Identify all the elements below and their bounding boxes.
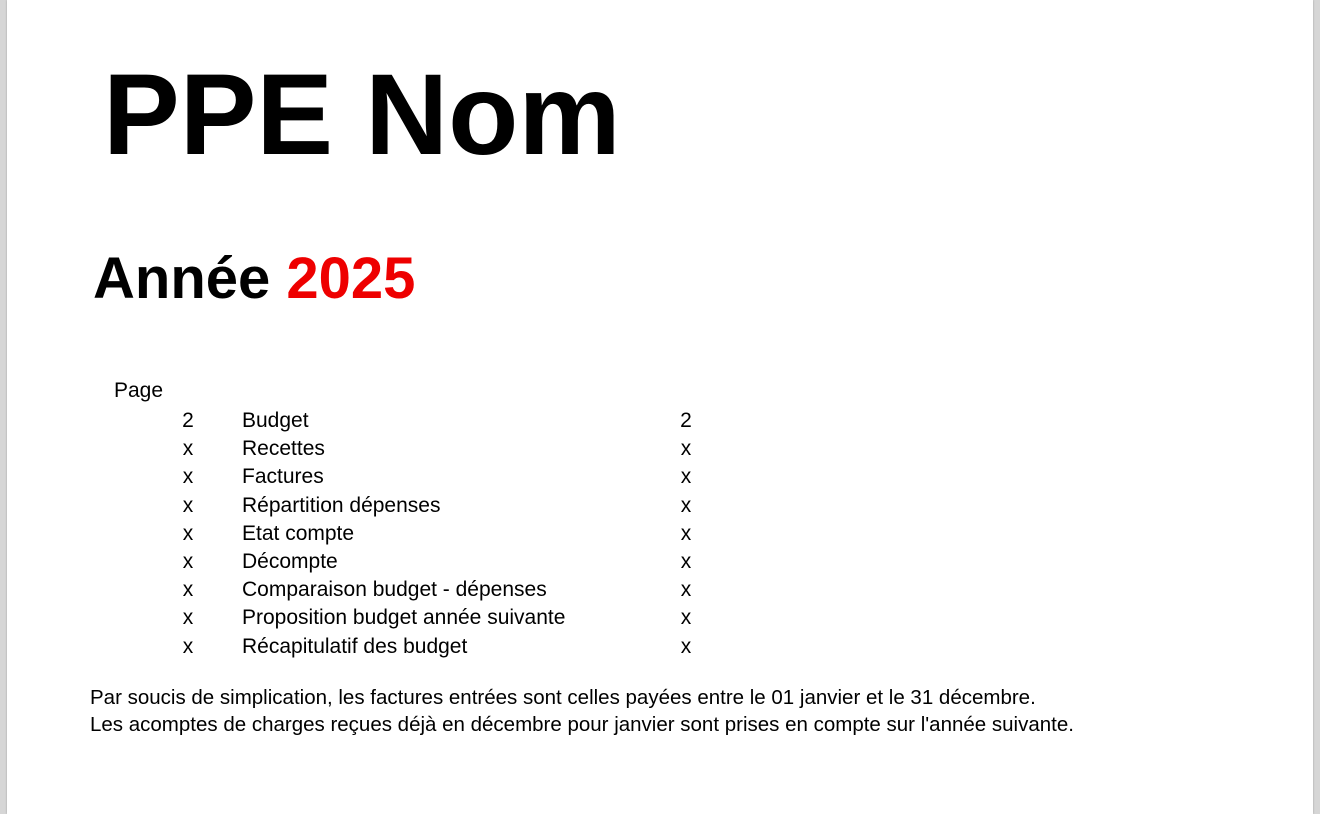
toc-section-label: Factures bbox=[242, 465, 324, 489]
toc-section-label: Budget bbox=[242, 409, 309, 432]
document-title: PPE Nom bbox=[103, 51, 621, 179]
toc-row bbox=[114, 633, 754, 661]
note-paragraph: Par soucis de simplication, les factures entrées sont celles payées entre le 01 janvier et le 31 décembre. bbox=[90, 686, 1036, 709]
toc-section-label: Répartition dépenses bbox=[242, 493, 441, 517]
notes-block bbox=[90, 684, 1074, 738]
table-of-contents bbox=[114, 407, 754, 661]
toc-row bbox=[114, 520, 754, 548]
toc-reference: x bbox=[680, 521, 692, 545]
toc-reference: x bbox=[680, 606, 692, 630]
toc-page-number: x bbox=[182, 465, 194, 489]
year-prefix: Année bbox=[93, 246, 271, 311]
toc-section-label: Récapitulatif des budget bbox=[242, 634, 468, 658]
toc-row bbox=[114, 463, 754, 491]
toc-section-label: Comparaison budget - dépenses bbox=[242, 578, 547, 602]
toc-reference: x bbox=[680, 437, 692, 461]
toc-row bbox=[114, 435, 754, 463]
toc-page-number: 2 bbox=[182, 409, 194, 432]
toc-reference: x bbox=[680, 578, 692, 602]
toc-page-number: x bbox=[182, 606, 194, 630]
toc-section-label: Décompte bbox=[242, 549, 338, 573]
toc-page-number: x bbox=[182, 634, 194, 658]
note-paragraph: Les acomptes de charges reçues déjà en décembre pour janvier sont prises en compte sur l'année suivante. bbox=[90, 713, 1074, 736]
year-heading bbox=[93, 246, 416, 311]
toc-reference: x bbox=[680, 465, 692, 489]
year-value: 2025 bbox=[286, 246, 416, 311]
toc-row bbox=[114, 604, 754, 632]
toc-reference: x bbox=[680, 549, 692, 573]
toc-row bbox=[114, 492, 754, 520]
toc-row bbox=[114, 576, 754, 604]
toc-page-header: Page bbox=[114, 379, 164, 402]
toc-page-number: x bbox=[182, 578, 194, 602]
toc-row bbox=[114, 407, 754, 435]
toc-row bbox=[114, 548, 754, 576]
toc-page-number: x bbox=[182, 437, 194, 461]
toc-section-label: Recettes bbox=[242, 437, 325, 461]
toc-page-number: x bbox=[182, 521, 194, 545]
toc-reference: x bbox=[680, 634, 692, 658]
toc-section-label: Etat compte bbox=[242, 521, 355, 545]
toc-section-label: Proposition budget année suivante bbox=[242, 606, 566, 630]
toc-reference: 2 bbox=[680, 409, 692, 432]
toc-page-number: x bbox=[182, 549, 194, 573]
document-page bbox=[7, 0, 1313, 814]
toc-page-number: x bbox=[182, 493, 194, 517]
toc-reference: x bbox=[680, 493, 692, 517]
